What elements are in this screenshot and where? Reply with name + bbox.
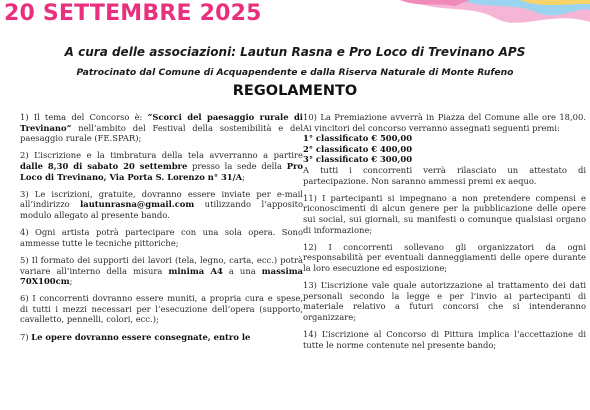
patronage-line: Patrocinato dal Comune di Acquapendente e dalla Riserva Naturale di Monte Rufeno [76, 67, 514, 78]
rule-6: 6) I concorrenti dovranno essere muniti, a propria cura e spese, di tutti i mezzi necessari per l’esecuzione dell’opera (supporto, cavalletto, pennelli, colori, ecc.); [20, 293, 303, 325]
rule-10: 10) La Premiazione avverrà in Piazza del Comune alle ore 18,00. Ai vincitori del concorso verranno assegnati seguenti premi: [303, 112, 586, 133]
rule-12: 12) I concorrenti sollevano gli organizzatori da ogni responsabilità per eventuali danneggiamenti delle opere durante la loro esecuzione ed esposizione; [303, 241, 586, 273]
rule-14: 14) L’iscrizione al Concorso di Pittura implica l’accettazione di tutte le norme contenute nel presente bando; [303, 329, 586, 350]
rule-10-tail: A tutti i concorrenti verrà rilasciato un attestato di partecipazione. Non saranno ammessi premi ex aequo. [303, 164, 586, 186]
rule-11: 11) I partecipanti si impegnano a non pretendere compensi e riconoscimenti di alcun genere per la pubblicazione delle opere sui social, sui giornali, su manifesti o comunque qualsiasi organo di informazione; [303, 192, 586, 235]
rule-1: 1) Il tema del Concorso è: “Scorci del paesaggio rurale di Trevinano” nell’ambito del Festival della sostenibilità e del paesaggio rurale (FE.SPAR); [20, 112, 303, 144]
regulation-title: REGOLAMENTO [232, 83, 358, 99]
rule-7: 7) Le opere dovranno essere consegnate, entro le [20, 331, 251, 342]
prize-second: 2° classificato € 400,00 [303, 143, 413, 154]
rules-right-column [303, 112, 586, 357]
event-date: 20 SETTEMBRE 2025 [4, 1, 262, 26]
rule-5: 5) Il formato dei supporti dei lavori (tela, legno, carta, ecc.) potrà variare all’interno della misura minima A4 a una massima 70X100cm; [20, 254, 303, 287]
prize-first: 1° classificato € 500,00 [303, 133, 413, 144]
prize-third: 3° classificato € 300,00 [303, 154, 413, 165]
rule-4: 4) Ogni artista potrà partecipare con una sola opera. Sono ammesse tutte le tecniche pittoriche; [20, 227, 303, 248]
curated-by-line: A cura delle associazioni: Lautun Rasna e Pro Loco di Trevinano APS [64, 45, 526, 59]
email-address: lautunrasna@gmail.com [80, 199, 195, 210]
rule-3: 3) Le iscrizioni, gratuite, dovranno essere inviate per e-mail all’indirizzo lautunrasna@gmail.com utilizzando l’apposito modulo allegato al presente bando. [20, 188, 303, 220]
rules-left-column [20, 112, 303, 349]
rule-13: 13) L’iscrizione vale quale autorizzazione al trattamento dei dati personali secondo la legge e per l’invio ai partecipanti di materiale relativo a futuri concorsi che si intenderanno organizzare; [303, 280, 586, 322]
decorative-paint-splash [400, 0, 590, 36]
rule-2: 2) L’iscrizione e la timbratura della tela avverranno a partire dalle 8,30 di sabato 20 settembre presso la sede della Pro Loco di Trevinano, Via Porta S. Lorenzo n° 31/A; [20, 150, 304, 182]
